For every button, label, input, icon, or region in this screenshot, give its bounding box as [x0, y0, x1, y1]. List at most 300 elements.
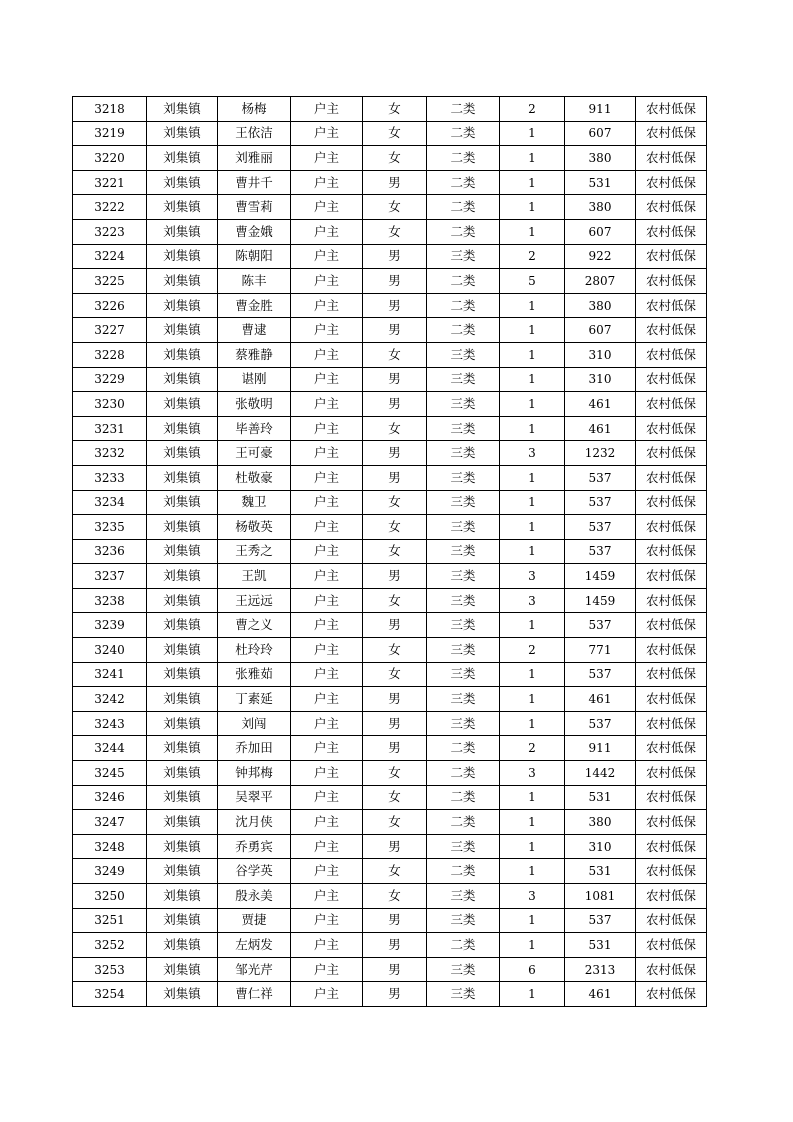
record-number-cell: 3254	[73, 982, 147, 1007]
gender-cell: 女	[363, 859, 427, 884]
aid-type-cell: 农村低保	[636, 293, 707, 318]
record-number-cell: 3246	[73, 785, 147, 810]
gender-cell: 女	[363, 219, 427, 244]
amount-cell: 1442	[565, 761, 636, 786]
household-size-cell: 1	[500, 219, 565, 244]
name-cell: 曹之义	[218, 613, 291, 638]
household-size-cell: 2	[500, 244, 565, 269]
table-row	[73, 441, 707, 466]
category-cell: 三类	[427, 465, 500, 490]
record-number-cell: 3228	[73, 342, 147, 367]
amount-cell: 537	[565, 515, 636, 540]
record-number-cell: 3221	[73, 170, 147, 195]
relationship-cell: 户主	[291, 490, 363, 515]
record-number-cell: 3226	[73, 293, 147, 318]
table-row	[73, 342, 707, 367]
record-number-cell: 3251	[73, 908, 147, 933]
town-cell: 刘集镇	[147, 810, 218, 835]
name-cell: 钟邦梅	[218, 761, 291, 786]
gender-cell: 男	[363, 957, 427, 982]
town-cell: 刘集镇	[147, 982, 218, 1007]
record-number-cell: 3219	[73, 121, 147, 146]
amount-cell: 922	[565, 244, 636, 269]
category-cell: 三类	[427, 244, 500, 269]
gender-cell: 女	[363, 146, 427, 171]
table-row	[73, 97, 707, 122]
name-cell: 王依洁	[218, 121, 291, 146]
category-cell: 二类	[427, 736, 500, 761]
aid-recipient-table	[72, 96, 707, 1007]
table-row	[73, 908, 707, 933]
aid-type-cell: 农村低保	[636, 588, 707, 613]
amount-cell: 461	[565, 416, 636, 441]
household-size-cell: 6	[500, 957, 565, 982]
relationship-cell: 户主	[291, 293, 363, 318]
amount-cell: 531	[565, 859, 636, 884]
town-cell: 刘集镇	[147, 465, 218, 490]
table-row	[73, 761, 707, 786]
category-cell: 三类	[427, 908, 500, 933]
amount-cell: 771	[565, 638, 636, 663]
name-cell: 沈月侠	[218, 810, 291, 835]
gender-cell: 男	[363, 392, 427, 417]
gender-cell: 女	[363, 195, 427, 220]
aid-type-cell: 农村低保	[636, 441, 707, 466]
town-cell: 刘集镇	[147, 588, 218, 613]
amount-cell: 310	[565, 367, 636, 392]
name-cell: 杨梅	[218, 97, 291, 122]
table-row	[73, 711, 707, 736]
gender-cell: 男	[363, 908, 427, 933]
record-number-cell: 3250	[73, 884, 147, 909]
relationship-cell: 户主	[291, 146, 363, 171]
record-number-cell: 3240	[73, 638, 147, 663]
relationship-cell: 户主	[291, 662, 363, 687]
category-cell: 三类	[427, 957, 500, 982]
town-cell: 刘集镇	[147, 785, 218, 810]
record-number-cell: 3234	[73, 490, 147, 515]
household-size-cell: 3	[500, 564, 565, 589]
aid-type-cell: 农村低保	[636, 416, 707, 441]
household-size-cell: 1	[500, 982, 565, 1007]
town-cell: 刘集镇	[147, 957, 218, 982]
aid-type-cell: 农村低保	[636, 933, 707, 958]
household-size-cell: 1	[500, 687, 565, 712]
amount-cell: 531	[565, 170, 636, 195]
aid-type-cell: 农村低保	[636, 834, 707, 859]
table-row	[73, 810, 707, 835]
category-cell: 三类	[427, 416, 500, 441]
amount-cell: 531	[565, 933, 636, 958]
town-cell: 刘集镇	[147, 908, 218, 933]
category-cell: 二类	[427, 146, 500, 171]
name-cell: 刘雅丽	[218, 146, 291, 171]
name-cell: 张雅茹	[218, 662, 291, 687]
name-cell: 乔勇宾	[218, 834, 291, 859]
town-cell: 刘集镇	[147, 293, 218, 318]
name-cell: 左炳发	[218, 933, 291, 958]
name-cell: 杨敬英	[218, 515, 291, 540]
table-row	[73, 834, 707, 859]
town-cell: 刘集镇	[147, 613, 218, 638]
gender-cell: 女	[363, 416, 427, 441]
table-row	[73, 121, 707, 146]
household-size-cell: 3	[500, 588, 565, 613]
household-size-cell: 1	[500, 933, 565, 958]
relationship-cell: 户主	[291, 441, 363, 466]
record-number-cell: 3244	[73, 736, 147, 761]
name-cell: 曹仁祥	[218, 982, 291, 1007]
name-cell: 曹金胜	[218, 293, 291, 318]
gender-cell: 女	[363, 761, 427, 786]
household-size-cell: 5	[500, 269, 565, 294]
name-cell: 曹逮	[218, 318, 291, 343]
name-cell: 乔加田	[218, 736, 291, 761]
aid-type-cell: 农村低保	[636, 564, 707, 589]
name-cell: 陈丰	[218, 269, 291, 294]
category-cell: 二类	[427, 859, 500, 884]
amount-cell: 537	[565, 711, 636, 736]
record-number-cell: 3241	[73, 662, 147, 687]
relationship-cell: 户主	[291, 736, 363, 761]
name-cell: 王远远	[218, 588, 291, 613]
category-cell: 三类	[427, 441, 500, 466]
category-cell: 二类	[427, 121, 500, 146]
amount-cell: 461	[565, 687, 636, 712]
name-cell: 蔡雅静	[218, 342, 291, 367]
name-cell: 谷学英	[218, 859, 291, 884]
gender-cell: 男	[363, 687, 427, 712]
record-number-cell: 3230	[73, 392, 147, 417]
table-row	[73, 515, 707, 540]
amount-cell: 1081	[565, 884, 636, 909]
name-cell: 毕善玲	[218, 416, 291, 441]
name-cell: 张敬明	[218, 392, 291, 417]
name-cell: 杜玲玲	[218, 638, 291, 663]
table-row	[73, 736, 707, 761]
amount-cell: 607	[565, 219, 636, 244]
record-number-cell: 3238	[73, 588, 147, 613]
aid-type-cell: 农村低保	[636, 736, 707, 761]
household-size-cell: 1	[500, 490, 565, 515]
household-size-cell: 3	[500, 761, 565, 786]
table-row	[73, 465, 707, 490]
name-cell: 谌刚	[218, 367, 291, 392]
aid-type-cell: 农村低保	[636, 318, 707, 343]
record-number-cell: 3253	[73, 957, 147, 982]
table-row	[73, 293, 707, 318]
town-cell: 刘集镇	[147, 687, 218, 712]
table-row	[73, 367, 707, 392]
category-cell: 二类	[427, 761, 500, 786]
relationship-cell: 户主	[291, 957, 363, 982]
relationship-cell: 户主	[291, 342, 363, 367]
gender-cell: 男	[363, 170, 427, 195]
record-number-cell: 3227	[73, 318, 147, 343]
table-row	[73, 785, 707, 810]
aid-type-cell: 农村低保	[636, 957, 707, 982]
household-size-cell: 1	[500, 834, 565, 859]
amount-cell: 1232	[565, 441, 636, 466]
aid-type-cell: 农村低保	[636, 490, 707, 515]
amount-cell: 1459	[565, 564, 636, 589]
gender-cell: 男	[363, 293, 427, 318]
aid-type-cell: 农村低保	[636, 367, 707, 392]
town-cell: 刘集镇	[147, 736, 218, 761]
amount-cell: 380	[565, 293, 636, 318]
relationship-cell: 户主	[291, 97, 363, 122]
gender-cell: 女	[363, 490, 427, 515]
table-row	[73, 957, 707, 982]
household-size-cell: 1	[500, 416, 565, 441]
relationship-cell: 户主	[291, 810, 363, 835]
amount-cell: 911	[565, 736, 636, 761]
table-row	[73, 269, 707, 294]
name-cell: 吴翠平	[218, 785, 291, 810]
relationship-cell: 户主	[291, 711, 363, 736]
amount-cell: 537	[565, 490, 636, 515]
household-size-cell: 1	[500, 293, 565, 318]
household-size-cell: 1	[500, 859, 565, 884]
aid-type-cell: 农村低保	[636, 121, 707, 146]
gender-cell: 男	[363, 269, 427, 294]
household-size-cell: 1	[500, 121, 565, 146]
record-number-cell: 3218	[73, 97, 147, 122]
relationship-cell: 户主	[291, 687, 363, 712]
category-cell: 三类	[427, 342, 500, 367]
record-number-cell: 3231	[73, 416, 147, 441]
household-size-cell: 1	[500, 662, 565, 687]
record-number-cell: 3225	[73, 269, 147, 294]
aid-type-cell: 农村低保	[636, 638, 707, 663]
relationship-cell: 户主	[291, 392, 363, 417]
town-cell: 刘集镇	[147, 170, 218, 195]
record-number-cell: 3243	[73, 711, 147, 736]
relationship-cell: 户主	[291, 244, 363, 269]
amount-cell: 537	[565, 465, 636, 490]
category-cell: 三类	[427, 834, 500, 859]
amount-cell: 1459	[565, 588, 636, 613]
table-row	[73, 416, 707, 441]
town-cell: 刘集镇	[147, 711, 218, 736]
relationship-cell: 户主	[291, 982, 363, 1007]
gender-cell: 女	[363, 342, 427, 367]
relationship-cell: 户主	[291, 834, 363, 859]
table-row	[73, 490, 707, 515]
aid-type-cell: 农村低保	[636, 465, 707, 490]
aid-type-cell: 农村低保	[636, 269, 707, 294]
household-size-cell: 3	[500, 884, 565, 909]
aid-type-cell: 农村低保	[636, 662, 707, 687]
record-number-cell: 3232	[73, 441, 147, 466]
aid-type-cell: 农村低保	[636, 146, 707, 171]
record-number-cell: 3222	[73, 195, 147, 220]
aid-type-cell: 农村低保	[636, 810, 707, 835]
amount-cell: 537	[565, 613, 636, 638]
record-number-cell: 3224	[73, 244, 147, 269]
gender-cell: 女	[363, 638, 427, 663]
aid-type-cell: 农村低保	[636, 170, 707, 195]
gender-cell: 女	[363, 121, 427, 146]
town-cell: 刘集镇	[147, 269, 218, 294]
gender-cell: 男	[363, 834, 427, 859]
record-number-cell: 3236	[73, 539, 147, 564]
town-cell: 刘集镇	[147, 884, 218, 909]
gender-cell: 女	[363, 810, 427, 835]
record-number-cell: 3233	[73, 465, 147, 490]
relationship-cell: 户主	[291, 933, 363, 958]
aid-type-cell: 农村低保	[636, 97, 707, 122]
category-cell: 三类	[427, 982, 500, 1007]
relationship-cell: 户主	[291, 613, 363, 638]
record-number-cell: 3247	[73, 810, 147, 835]
aid-type-cell: 农村低保	[636, 908, 707, 933]
relationship-cell: 户主	[291, 269, 363, 294]
table-row	[73, 539, 707, 564]
record-number-cell: 3252	[73, 933, 147, 958]
relationship-cell: 户主	[291, 416, 363, 441]
amount-cell: 911	[565, 97, 636, 122]
household-size-cell: 1	[500, 711, 565, 736]
aid-type-cell: 农村低保	[636, 687, 707, 712]
household-size-cell: 1	[500, 318, 565, 343]
town-cell: 刘集镇	[147, 638, 218, 663]
relationship-cell: 户主	[291, 367, 363, 392]
table-row	[73, 588, 707, 613]
amount-cell: 531	[565, 785, 636, 810]
aid-type-cell: 农村低保	[636, 982, 707, 1007]
category-cell: 二类	[427, 293, 500, 318]
amount-cell: 380	[565, 195, 636, 220]
table-row	[73, 219, 707, 244]
amount-cell: 310	[565, 342, 636, 367]
town-cell: 刘集镇	[147, 490, 218, 515]
household-size-cell: 1	[500, 392, 565, 417]
name-cell: 杜敬豪	[218, 465, 291, 490]
category-cell: 三类	[427, 711, 500, 736]
gender-cell: 男	[363, 367, 427, 392]
relationship-cell: 户主	[291, 219, 363, 244]
category-cell: 二类	[427, 219, 500, 244]
town-cell: 刘集镇	[147, 933, 218, 958]
category-cell: 二类	[427, 318, 500, 343]
town-cell: 刘集镇	[147, 97, 218, 122]
gender-cell: 女	[363, 785, 427, 810]
table-row	[73, 392, 707, 417]
household-size-cell: 1	[500, 170, 565, 195]
gender-cell: 女	[363, 884, 427, 909]
aid-type-cell: 农村低保	[636, 515, 707, 540]
amount-cell: 607	[565, 318, 636, 343]
table-row	[73, 195, 707, 220]
gender-cell: 女	[363, 588, 427, 613]
town-cell: 刘集镇	[147, 564, 218, 589]
table-row	[73, 170, 707, 195]
category-cell: 三类	[427, 613, 500, 638]
category-cell: 二类	[427, 810, 500, 835]
name-cell: 魏卫	[218, 490, 291, 515]
gender-cell: 男	[363, 318, 427, 343]
category-cell: 三类	[427, 515, 500, 540]
household-size-cell: 1	[500, 195, 565, 220]
gender-cell: 男	[363, 613, 427, 638]
aid-type-cell: 农村低保	[636, 342, 707, 367]
name-cell: 丁素延	[218, 687, 291, 712]
town-cell: 刘集镇	[147, 416, 218, 441]
gender-cell: 女	[363, 515, 427, 540]
gender-cell: 男	[363, 711, 427, 736]
household-size-cell: 1	[500, 146, 565, 171]
table-row	[73, 884, 707, 909]
category-cell: 三类	[427, 884, 500, 909]
relationship-cell: 户主	[291, 564, 363, 589]
category-cell: 三类	[427, 662, 500, 687]
gender-cell: 女	[363, 662, 427, 687]
household-size-cell: 2	[500, 97, 565, 122]
relationship-cell: 户主	[291, 515, 363, 540]
household-size-cell: 3	[500, 441, 565, 466]
household-size-cell: 1	[500, 908, 565, 933]
aid-type-cell: 农村低保	[636, 219, 707, 244]
gender-cell: 男	[363, 736, 427, 761]
amount-cell: 537	[565, 908, 636, 933]
table-row	[73, 687, 707, 712]
gender-cell: 女	[363, 97, 427, 122]
amount-cell: 537	[565, 539, 636, 564]
category-cell: 三类	[427, 564, 500, 589]
household-size-cell: 1	[500, 465, 565, 490]
town-cell: 刘集镇	[147, 834, 218, 859]
town-cell: 刘集镇	[147, 121, 218, 146]
record-number-cell: 3248	[73, 834, 147, 859]
record-number-cell: 3242	[73, 687, 147, 712]
category-cell: 三类	[427, 588, 500, 613]
category-cell: 三类	[427, 687, 500, 712]
amount-cell: 380	[565, 810, 636, 835]
relationship-cell: 户主	[291, 539, 363, 564]
name-cell: 邹光芹	[218, 957, 291, 982]
town-cell: 刘集镇	[147, 318, 218, 343]
record-number-cell: 3235	[73, 515, 147, 540]
aid-type-cell: 农村低保	[636, 884, 707, 909]
household-size-cell: 1	[500, 613, 565, 638]
record-number-cell: 3249	[73, 859, 147, 884]
category-cell: 二类	[427, 170, 500, 195]
record-number-cell: 3220	[73, 146, 147, 171]
town-cell: 刘集镇	[147, 441, 218, 466]
table-row	[73, 146, 707, 171]
name-cell: 曹金娥	[218, 219, 291, 244]
table-row	[73, 613, 707, 638]
relationship-cell: 户主	[291, 121, 363, 146]
town-cell: 刘集镇	[147, 515, 218, 540]
name-cell: 殷永美	[218, 884, 291, 909]
relationship-cell: 户主	[291, 318, 363, 343]
town-cell: 刘集镇	[147, 342, 218, 367]
relationship-cell: 户主	[291, 908, 363, 933]
category-cell: 三类	[427, 539, 500, 564]
amount-cell: 537	[565, 662, 636, 687]
gender-cell: 女	[363, 539, 427, 564]
amount-cell: 461	[565, 392, 636, 417]
table-row	[73, 859, 707, 884]
household-size-cell: 1	[500, 342, 565, 367]
name-cell: 刘闯	[218, 711, 291, 736]
town-cell: 刘集镇	[147, 392, 218, 417]
town-cell: 刘集镇	[147, 244, 218, 269]
relationship-cell: 户主	[291, 761, 363, 786]
town-cell: 刘集镇	[147, 219, 218, 244]
